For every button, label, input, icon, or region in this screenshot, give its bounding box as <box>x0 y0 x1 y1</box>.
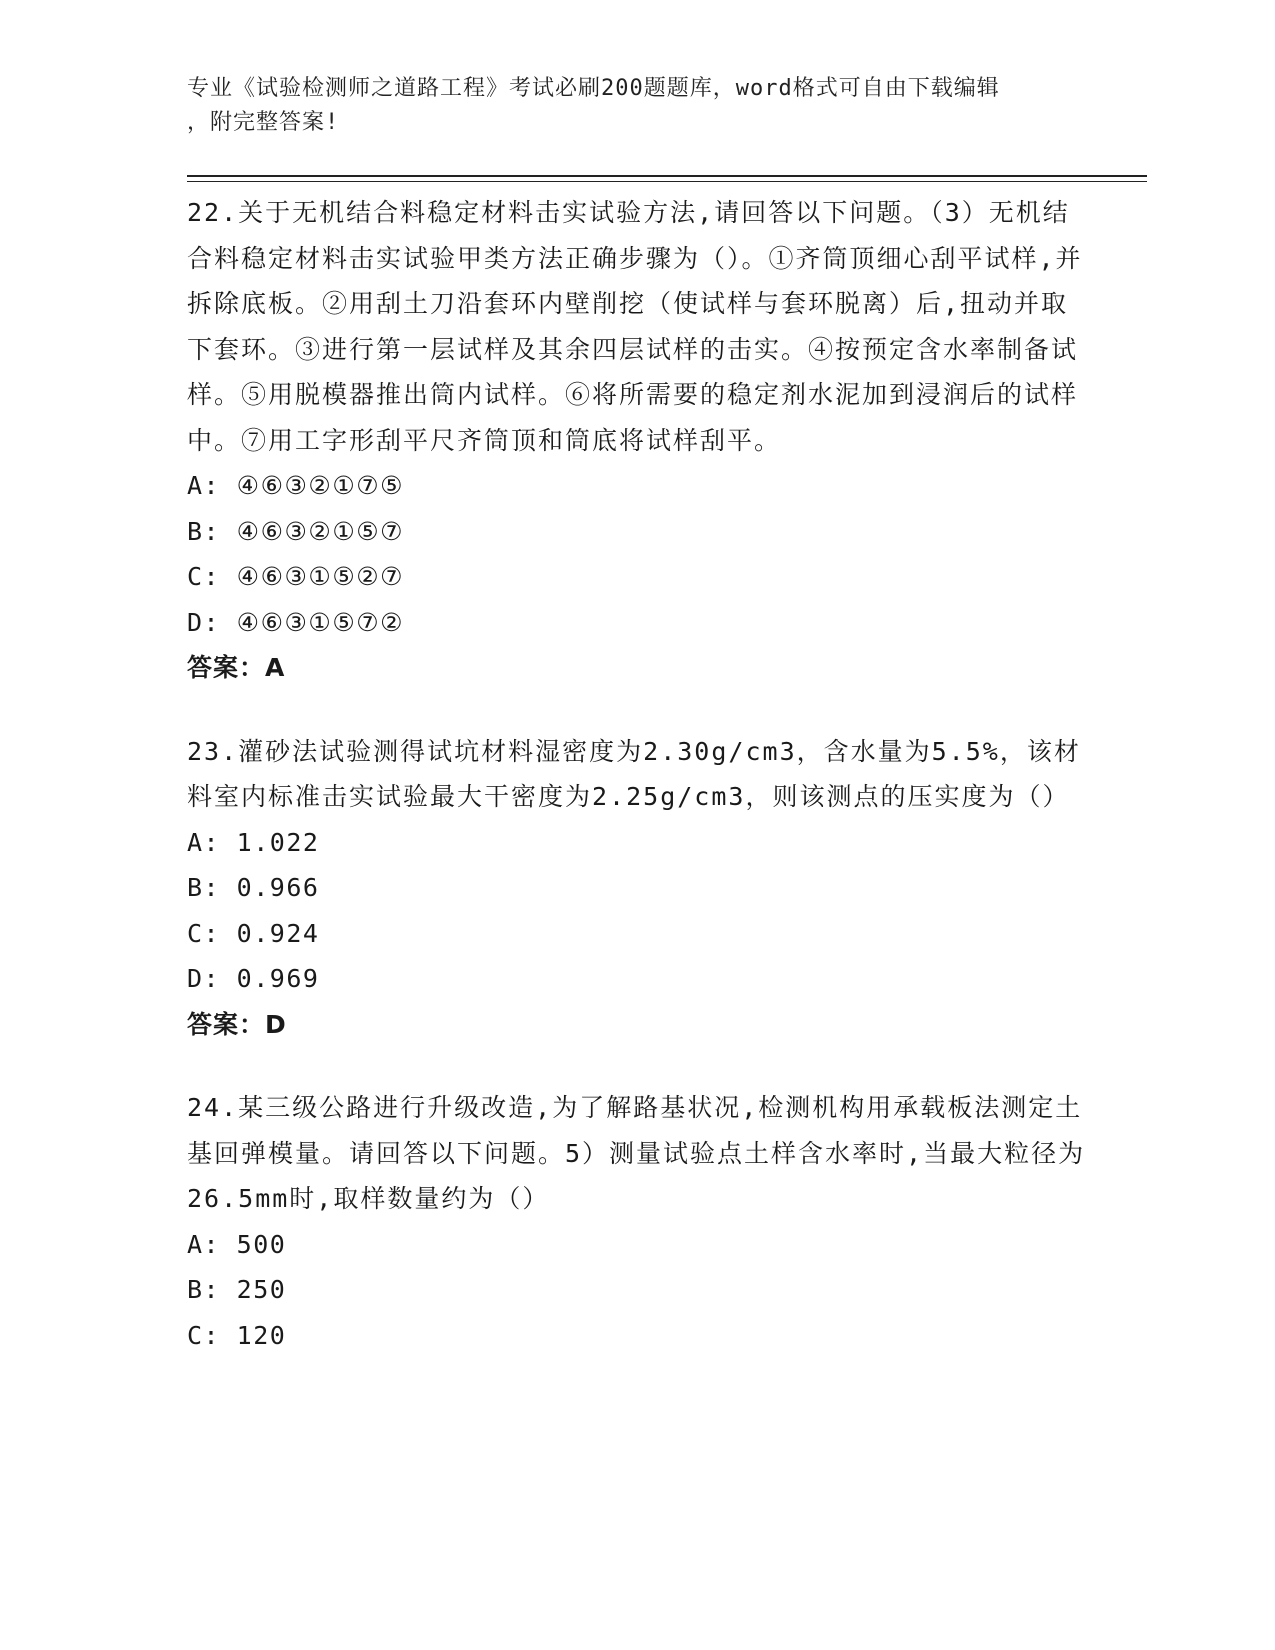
question-24 <box>187 1085 1087 1358</box>
option-letter: C: <box>187 562 221 591</box>
option-value: ④⑥③②①⑦⑤ <box>236 471 405 500</box>
option-letter: C: <box>187 1320 221 1350</box>
header-divider-thin <box>187 181 1147 182</box>
question-body: 关于无机结合料稳定材料击实试验方法,请回答以下问题。（3）无机结合料稳定材料击实试验甲类方法正确步骤为（）。①齐筒顶细心刮平试样,并拆除底板。②用刮土刀沿套环内壁削挖（使试样与套环脱离）后,扭动并取下套环。③进行第一层试样及其余四层试样的击实。④按预定含水率制备试样。⑤用脱模器推出筒内试样。⑥将所需要的稳定剂水泥加到浸润后的试样中。⑦用工字形刮平尺齐筒顶和筒底将试样刮平。 <box>187 198 1083 455</box>
option-value: ④⑥③②①⑤⑦ <box>236 516 405 546</box>
option-letter: B: <box>187 873 221 902</box>
option-value: ④⑥③①⑤②⑦ <box>236 562 405 591</box>
option-c <box>187 1313 1087 1359</box>
question-22 <box>187 190 1087 691</box>
option-a <box>187 1222 1087 1268</box>
option-b <box>187 1267 1087 1313</box>
option-a <box>187 820 1087 866</box>
option-value: 0.969 <box>236 964 320 993</box>
header-line-1: 专业《试验检测师之道路工程》考试必刷200题题库，word格式可自由下载编辑 <box>187 76 1000 101</box>
question-list <box>187 190 1087 1396</box>
option-value: 250 <box>236 1275 287 1304</box>
option-value: 0.966 <box>236 873 320 902</box>
option-letter: A: <box>187 471 221 500</box>
option-letter: A: <box>187 1229 221 1259</box>
option-d <box>187 600 1087 646</box>
question-body: 某三级公路进行升级改造,为了解路基状况,检测机构用承载板法测定土基回弹模量。请回答以下问题。5）测量试验点土样含水率时,当最大粒径为26.5mm时,取样数量约为（） <box>187 1093 1086 1213</box>
option-value: ④⑥③①⑤⑦② <box>236 607 405 637</box>
question-body: 灌砂法试验测得试坑材料湿密度为2.30g/cm3，含水量为5.5%，该材料室内标准击实试验最大干密度为2.25g/cm3，则该测点的压实度为（） <box>187 736 1081 811</box>
header-line-2: ，附完整答案! <box>187 110 340 135</box>
option-letter: B: <box>187 1275 221 1304</box>
question-text <box>187 1085 1087 1222</box>
question-23 <box>187 729 1087 1048</box>
question-text <box>187 729 1087 820</box>
question-number: 24. <box>187 1093 239 1122</box>
option-d <box>187 956 1087 1002</box>
option-letter: C: <box>187 918 221 948</box>
option-letter: D: <box>187 964 221 993</box>
document-header <box>187 72 1087 140</box>
option-value: 0.924 <box>236 918 320 948</box>
option-value: 1.022 <box>236 827 320 857</box>
option-b <box>187 865 1087 911</box>
answer-line: 答案：D <box>187 1009 287 1039</box>
option-b <box>187 509 1087 555</box>
answer-line: 答案：A <box>187 653 286 682</box>
question-number: 23. <box>187 736 239 766</box>
question-number: 22. <box>187 198 239 227</box>
question-text <box>187 190 1087 463</box>
option-a <box>187 463 1087 509</box>
header-divider-thick <box>187 175 1147 177</box>
option-c <box>187 554 1087 600</box>
option-value: 500 <box>236 1229 287 1259</box>
option-letter: D: <box>187 607 221 637</box>
option-c <box>187 911 1087 957</box>
option-letter: B: <box>187 516 221 546</box>
option-letter: A: <box>187 827 221 857</box>
option-value: 120 <box>236 1320 287 1350</box>
